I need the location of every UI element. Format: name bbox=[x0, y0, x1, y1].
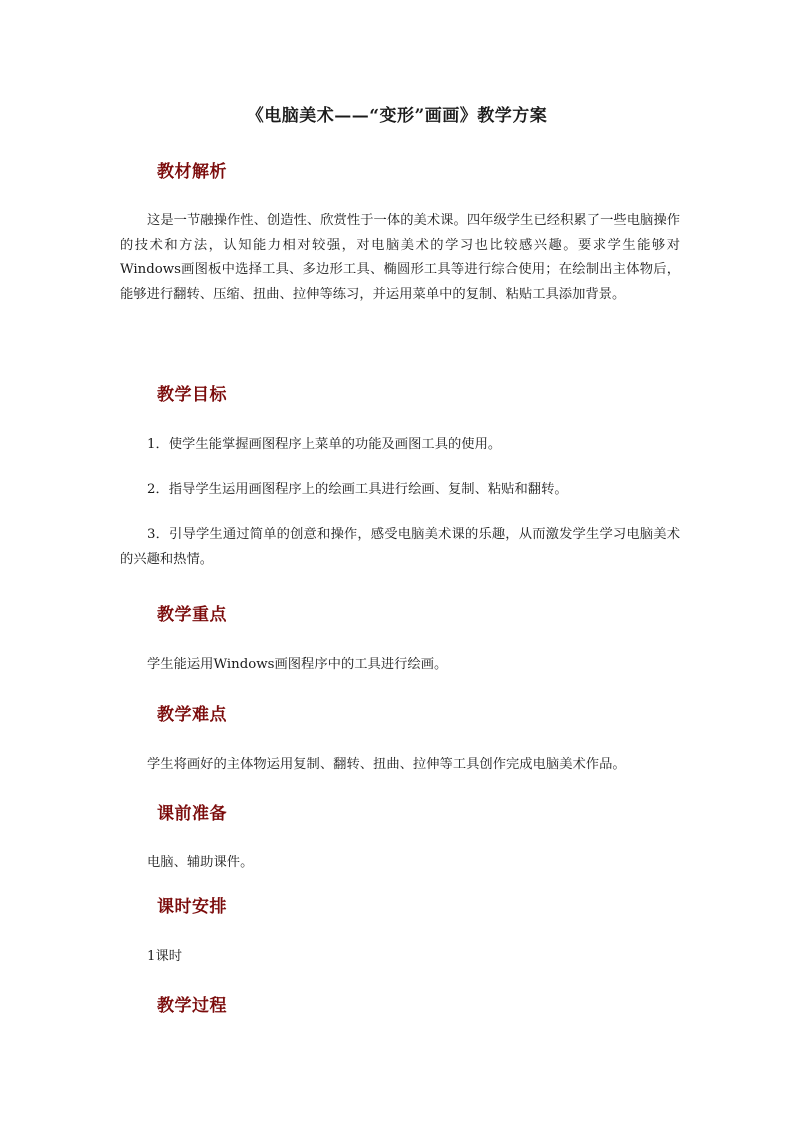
key-points-text: 学生能运用Windows画图程序中的工具进行绘画。 bbox=[147, 657, 448, 672]
difficulties-text: 学生将画好的主体物运用复制、翻转、扭曲、拉伸等工具创作完成电脑美术作品。 bbox=[147, 757, 626, 772]
analysis-paragraph: 这是一节融操作性、创造性、欣赏性于一体的美术课。四年级学生已经积累了一些电脑操作的技术和方法，认知能力相对较强，对电脑美术的学习也比较感兴趣。要求学生能够对Windows画图板中选择工具、多边形工具、椭圆形工具等进行综合使用；在绘制出主体物后，能够进行翻转、压缩、扭曲、拉伸等练习，并运用菜单中的复制、粘贴工具添加背景。 bbox=[120, 213, 680, 302]
schedule-text: 1课时 bbox=[147, 949, 183, 964]
goal-item-3: 3．引导学生通过简单的创意和操作，感受电脑美术课的乐趣，从而激发学生学习电脑美术的兴趣和热情。 bbox=[120, 527, 680, 567]
heading-analysis: 教材解析 bbox=[157, 162, 227, 182]
heading-goals: 教学目标 bbox=[157, 385, 227, 405]
heading-process: 教学过程 bbox=[157, 996, 227, 1016]
heading-key-points: 教学重点 bbox=[157, 605, 227, 625]
document-title: 《电脑美术——“变形”画画》教学方案 bbox=[246, 106, 548, 126]
heading-preparation: 课前准备 bbox=[157, 804, 227, 824]
heading-difficulties: 教学难点 bbox=[157, 705, 227, 725]
goal-item-2: 2．指导学生运用画图程序上的绘画工具进行绘画、复制、粘贴和翻转。 bbox=[147, 482, 568, 497]
preparation-text: 电脑、辅助课件。 bbox=[147, 855, 254, 870]
goal-item-1: 1．使学生能掌握画图程序上菜单的功能及画图工具的使用。 bbox=[147, 437, 502, 452]
heading-schedule: 课时安排 bbox=[157, 897, 227, 917]
